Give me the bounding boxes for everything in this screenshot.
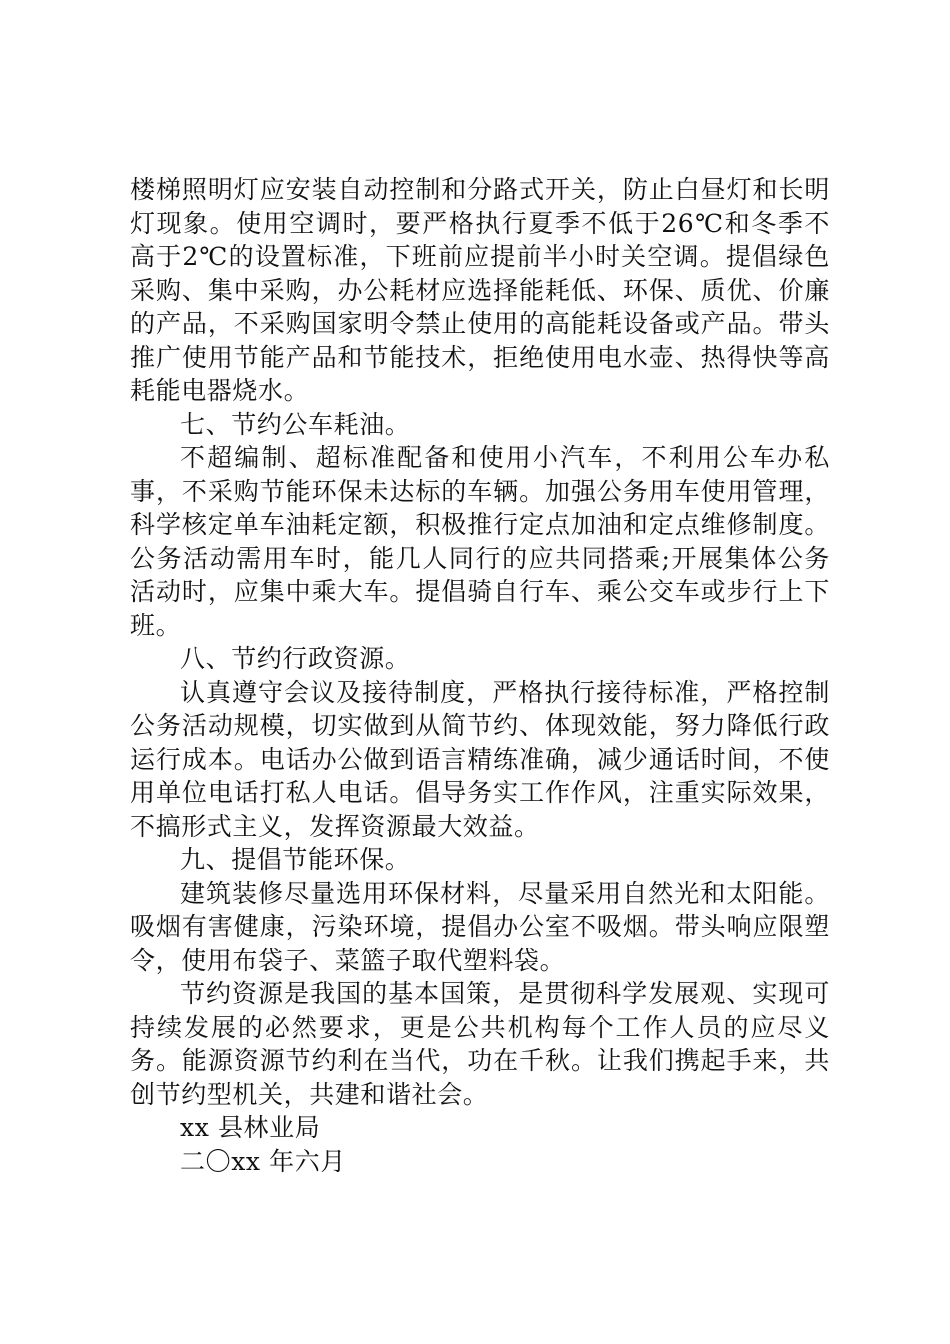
paragraph-environmental-protection: 建筑装修尽量选用环保材料，尽量采用自然光和太阳能。吸烟有害健康，污染环境，提倡办公室不吸烟。带头响应限塑令，使用布袋子、菜篮子取代塑料袋。 <box>130 878 830 975</box>
document-body <box>130 173 830 1178</box>
signature-organization: xx 县林业局 <box>180 1113 321 1142</box>
heading-section-8: 八、节约行政资源。 <box>180 644 411 673</box>
paragraph-closing: 节约资源是我国的基本国策，是贯彻科学发展观、实现可持续发展的必然要求，更是公共机构每个工作人员的应尽义务。能源资源节约利在当代，功在千秋。让我们携起手来，共创节约型机关，共建和谐社会。 <box>130 979 830 1109</box>
paragraph-administrative-resources: 认真遵守会议及接待制度，严格执行接待标准，严格控制公务活动规模，切实做到从简节约、体现效能，努力降低行政运行成本。电话办公做到语言精练准确，减少通话时间，不使用单位电话打私人电话。倡导务实工作作风，注重实际效果，不搞形式主义，发挥资源最大效益。 <box>130 677 830 841</box>
heading-section-9: 九、提倡节能环保。 <box>180 845 411 874</box>
signature-date: 二〇xx 年六月 <box>180 1146 346 1176</box>
paragraph-lighting-aircon: 楼梯照明灯应安装自动控制和分路式开关，防止白昼灯和长明灯现象。使用空调时，要严格执行夏季不低于26℃和冬季不高于2℃的设置标准，下班前应提前半小时关空调。提倡绿色采购、集中采购，办公耗材应选择能耗低、环保、质优、价廉的产品，不采购国家明令禁止使用的高能耗设备或产品。带头推广使用节能产品和节能技术，拒绝使用电水壶、热得快等高耗能电器烧水。 <box>130 175 830 405</box>
paragraph-official-vehicles: 不超编制、超标准配备和使用小汽车，不利用公车办私事，不采购节能环保未达标的车辆。加强公务用车使用管理，科学核定单车油耗定额，积极推行定点加油和定点维修制度。公务活动需用车时，能几人同行的应共同搭乘;开展集体公务活动时，应集中乘大车。提倡骑自行车、乘公交车或步行上下班。 <box>130 443 830 640</box>
heading-section-7: 七、节约公车耗油。 <box>180 409 411 439</box>
